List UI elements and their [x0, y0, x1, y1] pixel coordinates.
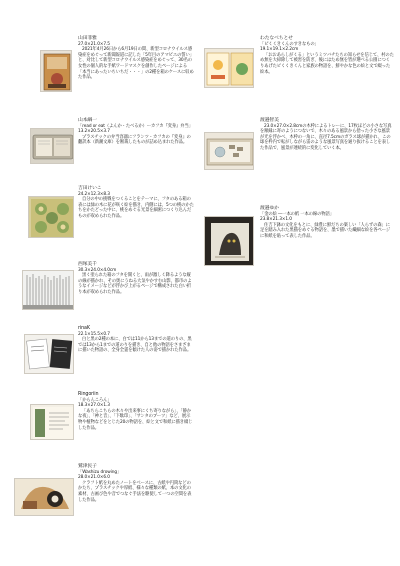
artist-name: 山田菲雅: [78, 36, 97, 41]
artwork-image: [204, 48, 254, 88]
artwork-meta: 23.8×21.3×1.0: [260, 217, 292, 223]
artwork-meta: 18.3×27.0×1.3: [78, 403, 110, 409]
artwork-meta: 27.0×21.0×7.5: [78, 41, 110, 47]
artwork-title: 「Washizu drowing」: [78, 469, 122, 475]
artwork-meta: 24.2×12.3×8.3: [78, 191, 110, 197]
artist-name: 吉田けいこ: [78, 186, 102, 191]
artwork-image: [28, 196, 74, 238]
artwork-description: プラスチックの弁当容器にフランツ・カフカの『変身』の翻訳本（新潮文庫）を断裁したものが詰め込まれた作品。: [78, 134, 191, 146]
entry-text: [78, 36, 194, 81]
artwork-description: 自分の中の挑戦をつくることをテーマに、フタのある箱の表には緑の木に花が咲く絵を描き、内側には、5つの桃のかたちをかたどった中に、桃をめぐる光景を細密につくり込んだものが収められた作品。: [78, 197, 194, 219]
artwork-title: 「からんころん」: [78, 397, 112, 403]
right-column: [200, 0, 400, 566]
entry-text: [78, 118, 194, 146]
artwork-image: [204, 132, 254, 170]
artist-name: 西塚美千: [78, 262, 97, 267]
entry-text: [78, 262, 194, 296]
artist-name: わたなべちとせ: [260, 36, 293, 41]
artwork-description: 2021年4月26日から6月19日の間、新型コロナウイルス感染症をめぐって新聞報道に記した「5年目のアマビエの誓い」と、対比して新型コロナウイルス感染症をめぐって、30名の女性の個人的な手紙ワードマスクを創作したページによる「本当にあったいちいちだ・・・」の2種を箱のケースに収めた作品。: [78, 47, 194, 81]
artwork-description: 白と黒の2種の本に、白では11から13までの道のりの、黒では13から1までの道のりを描き、自と他の物語をさまざまに描いた物語の、全身全霊を傾けた人の姿で描かれた作品。: [78, 337, 192, 354]
artwork-description: 住吉下鉢の文化をもとに、緑豊に鮮だちの楽しい「人らずの森」に足を踏み入れた黒猫をめぐる物語を、墨で描いた繊細な絵を各ページに和紙を貼って表した作品。: [260, 222, 391, 239]
artist-name: 渡邉ゆか: [260, 206, 279, 211]
entry-text: [78, 464, 194, 503]
artwork-description: 黒く塗られた箱のフタを開くと、雨が激しく降るような縦の線が描かれ、その奥にうねる大気やかすむ山影、都市のようなイメージなどが浮かび上がるページで構成された白い折り本が収められた作品。: [78, 273, 192, 295]
artwork-description: クラフト紙を丸めたノートをベースに、古紙や円筒などのかたち、プラスチックや厚紙、様々な種類の紙、本の文化の素材、古画び色や音でつなぐ手法を駆使して一つの空間を表した作品。: [78, 480, 192, 503]
artwork-image: [22, 270, 74, 310]
artwork-image: [24, 334, 74, 374]
artwork-meta: 28.0×21.0×6.0: [78, 475, 110, 481]
artist-name: 渡邉智美: [260, 118, 279, 123]
entry-text: [78, 392, 194, 431]
artwork-title: 「ピくくきくんのすきなもの」: [260, 41, 319, 47]
artwork-title: 「read or eat（よんか・たべるか）ーカフカ『変身』弁当」: [78, 123, 193, 129]
entry-text: [260, 206, 394, 240]
artwork-description: 「あちらこちらの木々や出来事にくち寄りながら」、「静かな夜」、「神と音」、「下駄印」、「サンタのブーツ」など、展示物や植物などをとじた20の物語を、絵と文で和紙に描き綴じした作品。: [78, 408, 193, 431]
artwork-image: [40, 50, 72, 92]
entry-text: [260, 118, 394, 152]
artwork-meta: 19.1×19.1×2.2cm: [260, 47, 299, 53]
artwork-description: 「おおあらしがくる」というミツバチたちの知らせを信じて、村のため無を大掃除して被害を防ぎ、後にはため無を皆が選べる公園につくりあげたピくくきくんと家族の物語を、鮮やかな色の絵と文で綴った絵本。: [260, 52, 394, 75]
artwork-image: [30, 128, 74, 164]
artwork-meta: 13.2×20.5×3.7: [78, 129, 110, 135]
artist-name: 山本綱一: [78, 118, 97, 123]
artwork-meta: 30.3×24.0×4.0cm: [78, 267, 117, 273]
artist-name: rinaK: [78, 326, 90, 331]
artist-name: 鷲津民子: [78, 464, 97, 469]
entry-text: [78, 186, 194, 220]
artwork-image: [204, 216, 254, 266]
entry-text: [260, 36, 394, 75]
artwork-title: 「金の絵 ―一本の紙 一本の線の物語」: [260, 211, 334, 217]
artwork-meta: 22.1×15.5×0.7: [78, 331, 110, 337]
entry-text: [78, 326, 194, 354]
artwork-description: 23.0×27.0×2.8cmの木枠によるトレーに、17枚ほどの小さな写真を額縁に寄のようにつないで、木々のある風景から拾った小さな風景が光を浮かべ、木枠の一角に、直径7.5cmのガラス球が描かれ、この球を枠内で転がしながら雷のような風景写真を通り抜けることを表した作品で、風景が連続的に変化していく本。: [260, 123, 392, 151]
artwork-image: [14, 478, 74, 516]
artist-name: Ringoriin: [78, 392, 99, 397]
artwork-image: [30, 404, 74, 440]
